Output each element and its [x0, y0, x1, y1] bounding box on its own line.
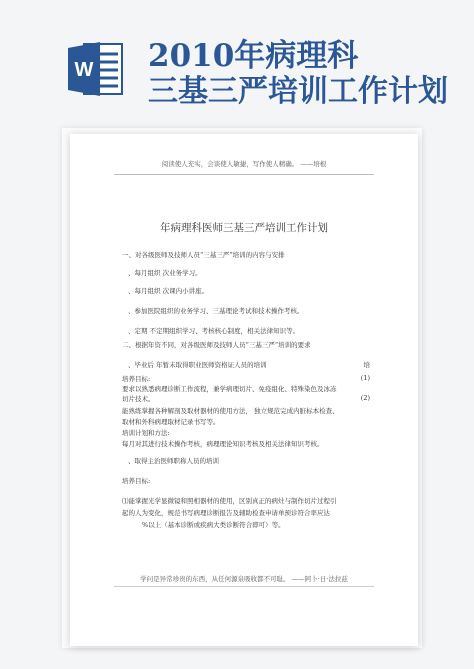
doc-line: 二、根据年资不同，对各级医师及技师人员“三基三严”培训的要求: [122, 341, 311, 349]
doc-line: ⑴能掌握光学显微镜和照相器材的使用，区别真正的病灶与制作切片过程引: [122, 497, 337, 505]
right-margin-mark: (1): [360, 374, 370, 382]
page-title-line-2: 三基三严培训工作计划: [148, 74, 448, 109]
document-page: [70, 134, 418, 646]
right-margin-mark: (2): [360, 394, 370, 402]
doc-line: 取材和外科病理取材记录书写等。: [122, 418, 220, 426]
footer-divider: [114, 586, 374, 587]
doc-line: 、定期 不定期组织学习、考核核心制度，相关法律知识等。: [128, 327, 300, 335]
doc-line: %以上（基本诊断或疾病大类诊断符合即可）等。: [142, 521, 285, 529]
doc-line: 培养目标:: [122, 375, 151, 383]
doc-line: 一、对各级医师及技师人员“三基三严”培训的内容与安排: [122, 251, 285, 259]
top-quote: 阅读使人充实，会谈使人敏捷，写作使人精确。 ——培根: [161, 160, 327, 168]
doc-line: 起的人为变化，规范书写病理诊断报告及辅助检查申请单预诊符合率应达: [122, 509, 330, 517]
doc-line: 培训计划和方法:: [122, 429, 170, 437]
header-divider: [114, 174, 374, 175]
doc-line: 、毕业后 年暂未取得职业医师资格证人员的培训: [128, 361, 267, 369]
doc-line: 培养目标:: [122, 477, 151, 485]
doc-line: 要求以熟悉病理诊断工作流程，兼学病理切片、免疫组化、特殊染色及冰冻: [122, 385, 337, 393]
doc-line: 、取得主治医师职称人员的培训: [128, 457, 219, 465]
right-margin-mark: 培: [363, 361, 370, 369]
doc-line: 每月对其进行技术操作考核，病理理论知识考核及相关法律知识考核。: [122, 440, 324, 448]
doc-line: 、每月组织 次课内小讲座。: [128, 287, 209, 295]
header: [0, 0, 474, 112]
word-document-icon: [66, 42, 126, 96]
bottom-quote: 学问是异常珍贵的东西，从任何源泉吸收都不可耻。 ——阿卜·日·法拉兹: [140, 575, 348, 583]
svg-text:W: W: [74, 59, 94, 81]
doc-line: 、每月组织 次业务学习。: [128, 269, 202, 277]
doc-line: 、参加医院组织的业务学习、三基理论考试和技术操作考核。: [128, 307, 304, 315]
page-title-line-1: 2010年病理科: [148, 38, 359, 74]
doc-line: 切片技术。: [122, 395, 155, 403]
document-title: 年病理科医师三基三严培训工作计划: [160, 222, 328, 234]
doc-line: 能熟练掌握各种解剖及取材器材的使用方法， 独立规范完成内脏标本检查、: [122, 407, 339, 415]
